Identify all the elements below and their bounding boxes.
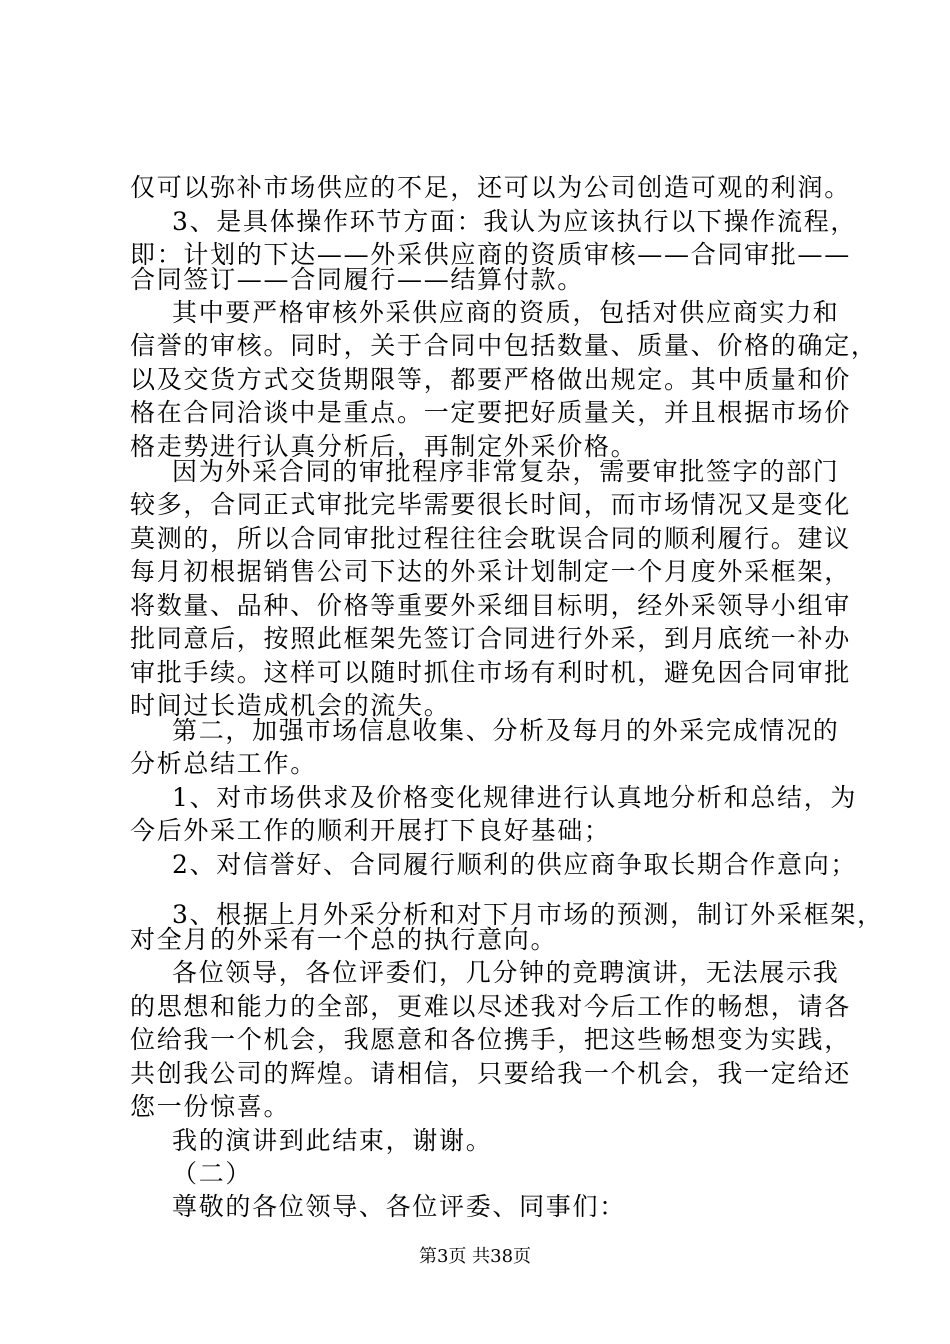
body-text-line: 的思想和能力的全部，更难以尽述我对今后工作的畅想，请各 <box>130 992 851 1021</box>
body-text-line: 较多，合同正式审批完毕需要很长时间，而市场情况又是变化 <box>130 490 851 519</box>
body-text-line: 共创我公司的辉煌。请相信，只要给我一个机会，我一定给还 <box>130 1059 851 1088</box>
body-text-line: 仅可以弥补市场供应的不足，还可以为公司创造可观的利润。 <box>130 173 851 202</box>
section-heading: （二） <box>172 1159 253 1188</box>
body-text-line: 对全月的外采有一个总的执行意向。 <box>130 925 558 954</box>
body-text-line: 合同签订——合同履行——结算付款。 <box>130 265 584 294</box>
salutation-line: 尊敬的各位领导、各位评委、同事们： <box>172 1192 626 1221</box>
body-text-line: 莫测的，所以合同审批过程往往会耽误合同的顺利履行。建议 <box>130 524 851 553</box>
body-text-line: 分析总结工作。 <box>130 749 317 778</box>
body-text-line: 3、是具体操作环节方面：我认为应该执行以下操作流程， <box>172 207 858 236</box>
body-text-line: 因为外采合同的审批程序非常复杂，需要审批签字的部门 <box>172 457 840 486</box>
body-text-line: 以及交货方式交货期限等，都要严格做出规定。其中质量和价 <box>130 365 851 394</box>
body-text-line: 1、对市场供求及价格变化规律进行认真地分析和总结，为 <box>172 783 858 812</box>
body-text-line: 其中要严格审核外采供应商的资质，包括对供应商实力和 <box>172 298 840 327</box>
body-text-line: 即：计划的下达——外采供应商的资质审核——合同审批—— <box>130 240 851 269</box>
body-text-line: 2、对信誉好、合同履行顺利的供应商争取长期合作意向； <box>172 850 858 879</box>
body-text-line: 审批手续。这样可以随时抓住市场有利时机，避免因合同审批 <box>130 658 851 687</box>
body-text-line: 信誉的审核。同时，关于合同中包括数量、质量、价格的确定， <box>130 331 878 360</box>
body-text-line: 将数量、品种、价格等重要外采细目标明，经外采领导小组审 <box>130 591 851 620</box>
body-text-line: 3、根据上月外采分析和对下月市场的预测，制订外采框架， <box>172 900 884 929</box>
body-text-line: 您一份惊喜。 <box>130 1092 291 1121</box>
body-text-line: 每月初根据销售公司下达的外采计划制定一个月度外采框架， <box>130 557 851 586</box>
page-number-footer: 第3页 共38页 <box>418 1246 532 1267</box>
body-text-line: 格走势进行认真分析后，再制定外采价格。 <box>130 432 638 461</box>
body-text-line: 位给我一个机会，我愿意和各位携手，把这些畅想变为实践， <box>130 1025 851 1054</box>
body-text-line: 时间过长造成机会的流失。 <box>130 691 451 720</box>
body-text-line: 格在合同洽谈中是重点。一定要把好质量关，并且根据市场价 <box>130 398 851 427</box>
body-text-line: 批同意后，按照此框架先签订合同进行外采，到月底统一补办 <box>130 624 851 653</box>
body-text-line: 我的演讲到此结束，谢谢。 <box>172 1126 493 1155</box>
body-text-line: 今后外采工作的顺利开展打下良好基础； <box>130 816 611 845</box>
body-text-line: 各位领导，各位评委们，几分钟的竞聘演讲，无法展示我 <box>172 958 840 987</box>
body-text-line: 第二，加强市场信息收集、分析及每月的外采完成情况的 <box>172 716 840 745</box>
